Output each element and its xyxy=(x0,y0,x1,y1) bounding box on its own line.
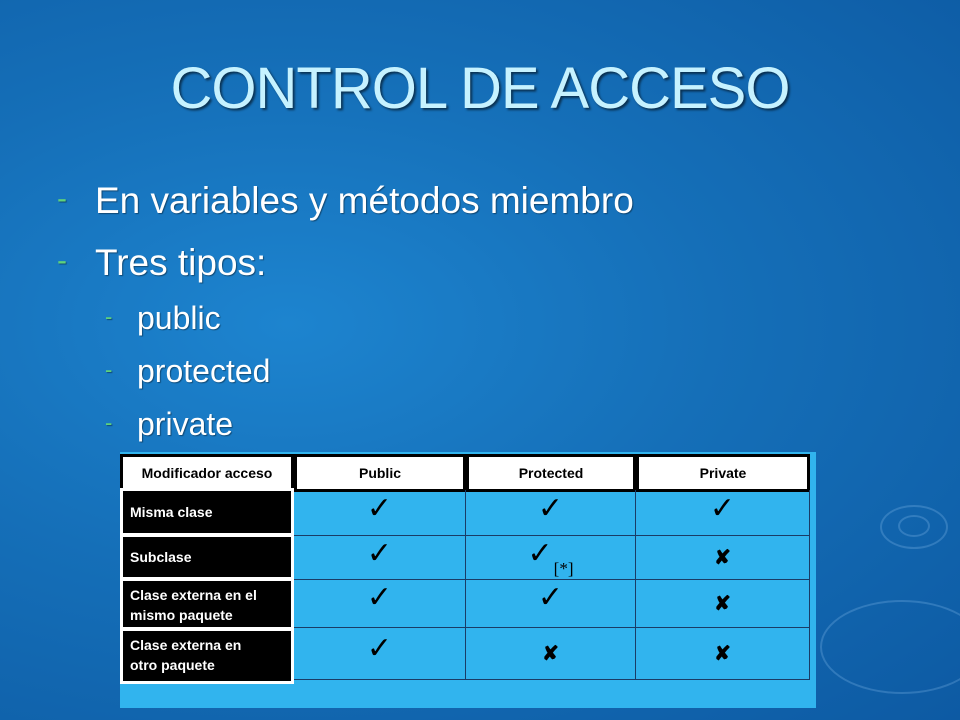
sub-bullet-item xyxy=(105,300,221,337)
sub-bullet-text: protected xyxy=(137,353,271,389)
cell-misma-clase-public xyxy=(294,490,466,536)
row-label-text: Clase externa en xyxy=(130,637,242,653)
footnote-marker: [*] xyxy=(553,558,574,578)
cell-otro-paquete-private xyxy=(636,628,810,680)
sub-bullet-item xyxy=(105,353,271,390)
check-icon: ✓ xyxy=(537,491,564,525)
table-header-public: Public xyxy=(294,454,466,492)
row-label-text: Clase externa en el xyxy=(130,587,257,603)
check-icon: ✓ xyxy=(366,580,393,614)
cell-mismo-paquete-public xyxy=(294,580,466,628)
table-header-protected: Protected xyxy=(466,454,636,492)
sub-bullet-text: private xyxy=(137,406,234,442)
slide-title: CONTROL DE ACCESO xyxy=(170,56,790,121)
dash-bullet-icon: - xyxy=(57,182,67,215)
ripple-decoration xyxy=(898,515,930,537)
row-label-clase-externa-otro-paquete xyxy=(120,628,294,684)
check-icon: ✓ xyxy=(366,631,393,665)
check-icon: ✓ xyxy=(537,580,564,614)
cell-subclase-public xyxy=(294,536,466,580)
bullet-item xyxy=(57,180,634,222)
check-icon: ✓ xyxy=(527,536,553,570)
cross-icon: ✘ xyxy=(714,546,731,569)
row-label-subclase xyxy=(120,534,294,580)
cell-subclase-private xyxy=(636,536,810,580)
check-icon: ✓ xyxy=(366,536,393,570)
table-header-private: Private xyxy=(636,454,810,492)
cross-icon: ✘ xyxy=(542,642,559,665)
check-icon: ✓ xyxy=(709,491,736,525)
sub-bullet-item xyxy=(105,406,234,443)
cell-otro-paquete-protected xyxy=(466,628,636,680)
cross-icon: ✘ xyxy=(714,642,731,665)
check-icon: ✓ xyxy=(366,491,393,525)
dash-bullet-icon: - xyxy=(105,304,113,329)
row-label-text: mismo paquete xyxy=(130,607,233,623)
bullet-item xyxy=(57,242,267,284)
bullet-text: Tres tipos: xyxy=(95,242,267,283)
row-label-misma-clase xyxy=(120,488,294,536)
cell-subclase-protected xyxy=(466,536,636,580)
sub-bullet-text: public xyxy=(137,300,221,336)
ripple-decoration xyxy=(820,600,960,694)
cell-misma-clase-private xyxy=(636,490,810,536)
dash-bullet-icon: - xyxy=(57,244,67,277)
cell-mismo-paquete-protected xyxy=(466,580,636,628)
cross-icon: ✘ xyxy=(714,592,731,615)
dash-bullet-icon: - xyxy=(105,357,113,382)
table-header-modifier: Modificador acceso xyxy=(120,454,294,492)
row-label-text: Misma clase xyxy=(130,504,213,520)
row-label-text: Subclase xyxy=(130,549,192,565)
cell-misma-clase-protected xyxy=(466,490,636,536)
cell-otro-paquete-public xyxy=(294,628,466,680)
bullet-text: En variables y métodos miembro xyxy=(95,180,634,221)
row-label-clase-externa-mismo-paquete xyxy=(120,578,294,630)
dash-bullet-icon: - xyxy=(105,410,113,435)
row-label-text: otro paquete xyxy=(130,657,215,673)
cell-mismo-paquete-private xyxy=(636,580,810,628)
